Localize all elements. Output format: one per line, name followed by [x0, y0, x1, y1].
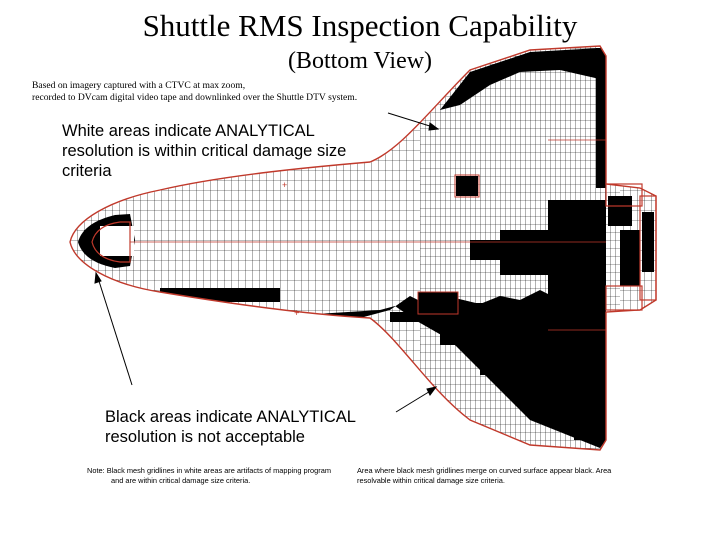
- marker-plus-top: +: [282, 180, 288, 190]
- footnote-right-line-2: resolvable within critical damage size criteria.: [357, 476, 505, 485]
- source-note-line-1: Based on imagery captured with a CTVC at max zoom,: [32, 80, 246, 91]
- footnote-right-line-1: Area where black mesh gridlines merge on curved surface appear black. Area: [357, 466, 612, 475]
- callout-white-areas: White areas indicate ANALYTICAL resolution is within critical damage size criteria: [62, 122, 347, 180]
- footnote-right: [357, 466, 647, 486]
- source-note-line-2: recorded to DVcam digital video tape and downlinked over the Shuttle DTV system.: [32, 92, 358, 103]
- footnote-left: [87, 466, 362, 486]
- footnote-left-line-1: Note: Black mesh gridlines in white areas are artifacts of mapping program: [87, 466, 332, 475]
- page-subtitle: (Bottom View): [287, 48, 433, 74]
- marker-plus-bottom: +: [294, 308, 300, 318]
- footnote-left-line-2: and are within critical damage size criteria.: [111, 476, 251, 485]
- source-note: [32, 80, 432, 104]
- page-title: Shuttle RMS Inspection Capability: [142, 8, 578, 43]
- callout-black-areas: Black areas indicate ANALYTICAL resolution is not acceptable: [105, 408, 356, 446]
